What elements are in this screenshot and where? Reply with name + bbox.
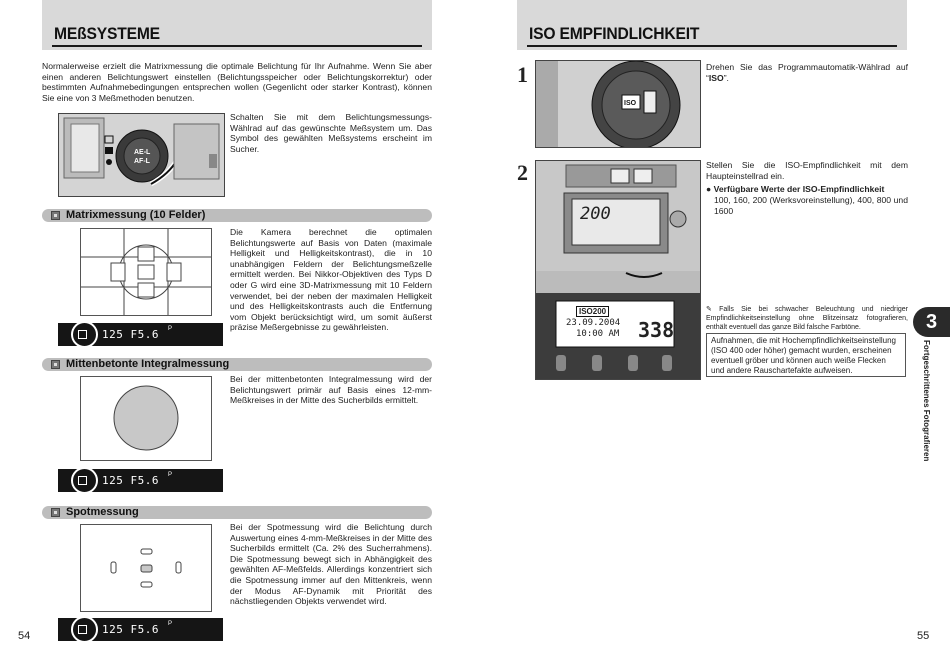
dial-instruction: Schalten Sie mit dem Belichtungsmessungs-Wählrad auf das gewünschte Meßsystem um. Das Symbol des gewählten Meßsystems erscheint im Sucher. xyxy=(230,112,432,154)
section-spot-title: Spotmessung xyxy=(66,506,139,518)
lcd-values: 125 F5.6 xyxy=(102,328,159,341)
noise-note-box: Aufnahmen, die mit Hochempfindlichkeitseinstellung (ISO 400 oder höher) gemacht wurden, erscheinen eventuell gröber und können auch weiße Flecken und andere Rauschartefakte aufweisen. xyxy=(706,333,906,377)
matrix-fields-drawing xyxy=(81,229,211,315)
section-matrix-title: Matrixmessung (10 Felder) xyxy=(66,209,206,221)
intro-paragraph: Normalerweise erzielt die Matrixmessung die optimale Belichtung für Ihr Aufnahme. Wenn Sie aber einen anderen Belichtungswert einstellen (Belichtungsspeicher oder Belichtungskorrektur) oder bestimmten Aufnahmebedingungen entsprechen wollen (Gegenlicht oder starker Kontrast), können Sie eine von 3 Meßmethoden benutzen. xyxy=(42,61,432,103)
center-weighted-symbol-icon xyxy=(78,476,87,485)
camera-top-illustration xyxy=(535,160,701,380)
viewfinder-lcd-matrix xyxy=(58,323,223,346)
top-lcd-iso-value: 200 xyxy=(580,204,611,224)
matrix-metering-icon xyxy=(51,211,60,220)
camera-top-drawing xyxy=(536,161,700,379)
step-1-text: Drehen Sie das Programmautomatik-Wählrad auf “ISO”. xyxy=(706,62,908,83)
header-underline xyxy=(527,45,897,47)
matrix-diagram xyxy=(80,228,212,316)
tip-text: ✎ Falls Sie bei schwacher Beleuchtung und niedriger Empfindlichkeitseinstellung ohne Blitzeinsatz fotografieren, enthält eventuell das ganze Bild falsche Farbtöne. xyxy=(706,306,908,331)
mode-dial-drawing xyxy=(536,61,700,147)
step-2-text: Stellen Sie die ISO-Empfindlichkeit mit dem Haupteinstellrad ein. xyxy=(706,160,908,181)
lcd-mode: P xyxy=(168,621,173,627)
lcd-values: 125 F5.6 xyxy=(102,474,159,487)
section-center-bar xyxy=(42,358,432,371)
viewfinder-lcd-center xyxy=(58,469,223,492)
spot-symbol-icon xyxy=(78,625,87,634)
iso-values-heading: ● Verfügbare Werte der ISO-Empfindlichkeit xyxy=(706,184,885,194)
center-weighted-diagram xyxy=(80,376,212,461)
section-center-text: Bei der mittenbetonten Integralmessung wird der Belichtungswert primär auf Basis eines 12-mm-Meßkreises in der Mitte des Sucherbilds ermittelt. xyxy=(230,374,432,406)
step-1-number: 1 xyxy=(517,62,528,87)
right-page-title: ISO EMPFINDLICHKEIT xyxy=(529,24,700,43)
bullet-icon: ● xyxy=(706,184,714,194)
matrix-symbol-icon xyxy=(78,330,87,339)
spot-fields-drawing xyxy=(81,525,211,611)
spot-metering-icon xyxy=(51,508,60,517)
lcd-iso-indicator: ISO200 xyxy=(576,306,609,317)
right-page-header xyxy=(517,0,907,50)
lcd-frame-count: 338 xyxy=(638,318,675,342)
metering-dial-drawing xyxy=(59,114,224,196)
chapter-title: Fortgeschrittenes Fotografieren xyxy=(922,340,931,462)
section-spot-bar xyxy=(42,506,432,519)
step-2-number: 2 xyxy=(517,160,528,185)
right-page-number: 55 xyxy=(917,630,930,642)
mode-dial-illustration xyxy=(535,60,701,148)
iso-values-list: 100, 160, 200 (Werksvoreinstellung), 400, 800 und 1600 xyxy=(714,195,908,216)
left-page-header xyxy=(42,0,432,50)
lcd-time: 10:00 AM xyxy=(576,329,620,339)
center-circle-drawing xyxy=(81,377,211,460)
header-underline xyxy=(52,45,422,47)
iso-dial-label: ISO xyxy=(624,100,637,107)
left-page-title: MEßSYSTEME xyxy=(54,24,160,43)
viewfinder-lcd-spot xyxy=(58,618,223,641)
afl-label: AF-L xyxy=(134,158,150,165)
lcd-values: 125 F5.6 xyxy=(102,623,159,636)
lcd-mode: P xyxy=(168,472,173,478)
section-center-title: Mittenbetonte Integralmessung xyxy=(66,358,230,370)
ael-label: AE-L xyxy=(134,149,151,156)
section-matrix-bar xyxy=(42,209,432,222)
lcd-date: 23.09.2004 xyxy=(566,318,621,328)
center-weighted-icon xyxy=(51,360,60,369)
metering-dial-illustration xyxy=(58,113,225,197)
section-matrix-text: Die Kamera berechnet die optimalen Belichtungswerte auf Basis von Daten (maximale Helligkeit und Helligkeitskontrast), die in 10 unabhängigen Feldern der Belichtungsmeßzelle ermittelt werden. Bei Nikkor-Objektiven des Typs D oder G wird eine 3D-Matrixmessung mit 10 Feldern verwendet, bei der neben der maximalen Helligkeit und des Helligkeitskontrasts auch die Entfernung vom Objekt berücksichtigt wird, um somit äußerst präzise Meßergebnisse zu gewährleisten. xyxy=(230,227,432,333)
chapter-tab: 3 xyxy=(913,307,950,337)
tip-icon: ✎ xyxy=(706,306,720,313)
lcd-mode: P xyxy=(168,326,173,332)
spot-diagram xyxy=(80,524,212,612)
section-spot-text: Bei der Spotmessung wird die Belichtung durch Auswertung eines 4-mm-Meßkreises in der Mitte des Sucherbilds ermittelt (Ca. 2% des Sucherrahmens). Die Spotmessung bewegt sich in Abhängigkeit des gewählten AF-Meßfelds. Allerdings konzentriert sich die Spotmessung immer auf den Mittenkreis, wenn der Modus AF-Dynamik mit Priorität des nächstliegenden Objekts verwendet wird. xyxy=(230,522,432,607)
left-page-number: 54 xyxy=(18,630,31,642)
